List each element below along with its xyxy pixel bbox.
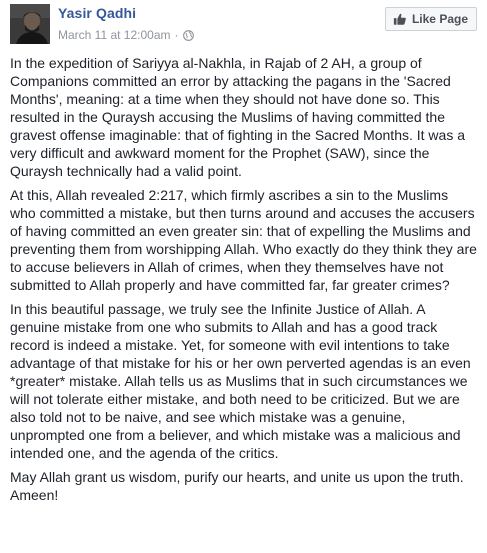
post-body (10, 54, 477, 510)
post-paragraph: At this, Allah revealed 2:217, which firmly ascribes a sin to the Muslims who committed a mistake, but then turns around and accuses the accusers of having committed an even greater sin: that of expelling the Muslims and preventing them from worshipping Allah. Who exactly do they think they are to accuse believers in Allah of crimes, when they themselves have not submitted to Allah properly and have committed far, far greater crimes? (10, 187, 477, 293)
thumbs-up-icon (393, 12, 407, 26)
meta-separator: · (174, 28, 179, 42)
post-paragraph: May Allah grant us wisdom, purify our hearts, and unite us upon the truth. Ameen! (10, 469, 464, 503)
like-page-button[interactable] (385, 7, 477, 31)
post-timestamp[interactable]: March 11 at 12:00am (58, 28, 171, 42)
author-avatar[interactable] (10, 4, 50, 44)
post-meta (58, 28, 194, 42)
post-header (10, 4, 477, 48)
post-paragraph: In this beautiful passage, we truly see the Infinite Justice of Allah. A genuine mistake from one who submits to Allah and has a good track record is indeed a mistake. Yet, for someone with evil intentions to take advantage of that mistake for his or her own perverted agendas is an even *greater* mistake. Allah tells us as Muslims that in such circumstances we will not tolerate either mistake, and both need to be criticized. But we are also told not to be naive, and see which mistake was a genuine, unprompted one from a believer, and which mistake was a malicious and intended one, and the agenda of the critics. (10, 301, 471, 461)
post-paragraph: In the expedition of Sariyya al-Nakhla, in Rajab of 2 AH, a group of Companions committed an error by attacking the pagans in the 'Sacred Months', meaning: at a time when they should not have done so. This resulted in the Quraysh accusing the Muslims of having committed the gravest offense imaginable: that of fighting in the Sacred Months. It was a very difficult and awkward moment for the Prophet (SAW), since the Quraysh technically had a valid point. (10, 55, 466, 179)
globe-icon (183, 30, 194, 41)
author-name-link[interactable]: Yasir Qadhi (58, 5, 137, 21)
like-page-label: Like Page (411, 12, 468, 26)
